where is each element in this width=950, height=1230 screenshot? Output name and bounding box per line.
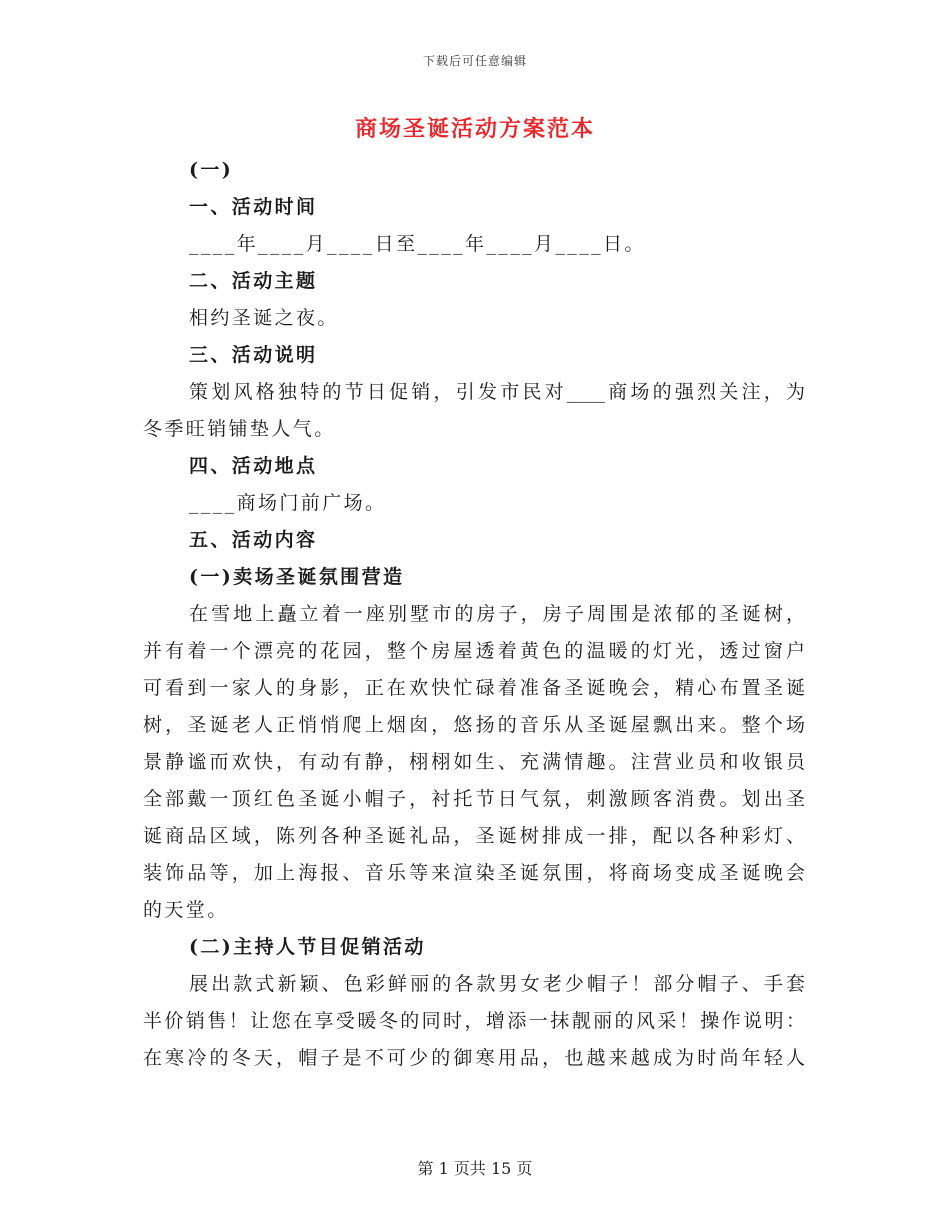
body-line: 在雪地上矗立着一座别墅市的房子，房子周围是浓郁的圣诞树， [189,603,805,625]
body-line: 装饰品等，加上海报、音乐等来渲染圣诞氛围，将商场变成圣诞晚会 [143,862,805,884]
body-line: 可看到一家人的身影，正在欢快忙碌着准备圣诞晚会，精心布置圣诞 [143,677,805,699]
body-line: 全部戴一顶红色圣诞小帽子，衬托节日气氛，刺激顾客消费。划出圣 [143,788,805,810]
body-line: ____年____月____日至____年____月____日。 [189,233,646,255]
body-line: ____商场门前广场。 [189,492,387,514]
body-line: 景静谧而欢快，有动有静，栩栩如生、充满情趣。注营业员和收银员 [143,751,805,773]
body-line: 策划风格独特的节日促销，引发市民对____商场的强烈关注，为 [189,381,805,403]
body-line: 一、活动时间 [189,196,318,218]
body-line: (一)卖场圣诞氛围营造 [189,566,405,588]
body-line: 的天堂。 [143,899,229,921]
body-line: 冬季旺销铺垫人气。 [143,418,336,440]
document-title: 商场圣诞活动方案范本 [354,116,595,142]
body-line: 相约圣诞之夜。 [189,307,339,329]
body-line: 五、活动内容 [189,529,318,551]
body-line: 并有着一个漂亮的花园，整个房屋透着黄色的温暖的灯光，透过窗户 [143,640,805,662]
body-line: 树，圣诞老人正悄悄爬上烟囱，悠扬的音乐从圣诞屋飘出来。整个场 [143,714,805,736]
body-line: 展出款式新颖、色彩鲜丽的各款男女老少帽子！部分帽子、手套 [189,973,805,995]
body-line: 诞商品区域，陈列各种圣诞礼品，圣诞树排成一排，配以各种彩灯、 [143,825,805,847]
body-line: 在寒冷的冬天，帽子是不可少的御寒用品，也越来越成为时尚年轻人 [143,1047,805,1069]
body-line: (一) [189,159,234,181]
body-line: 半价销售！让您在享受暖冬的同时，增添一抹靓丽的风采！操作说明： [143,1010,805,1032]
page-number-footer: 第 1 页共 15 页 [417,1159,533,1178]
header-note: 下载后可任意编辑 [422,54,527,68]
document-body [143,152,805,1077]
body-line: (二)主持人节目促销活动 [189,936,426,958]
body-line: 三、活动说明 [189,344,318,366]
body-line: 四、活动地点 [189,455,318,477]
body-line: 二、活动主题 [189,270,318,292]
